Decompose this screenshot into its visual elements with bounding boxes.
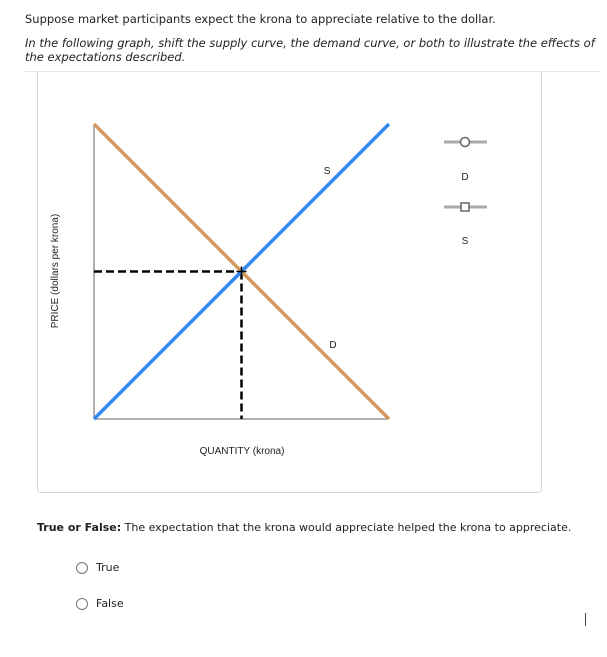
circle-marker-icon: [461, 138, 470, 147]
demand-curve-label: D: [329, 340, 337, 352]
square-marker-icon: [461, 203, 469, 211]
legend-demand-tool[interactable]: [444, 138, 487, 184]
option-false[interactable]: [76, 597, 124, 610]
question-intro: Suppose market participants expect the krona to appreciate relative to the dollar.: [25, 12, 496, 26]
legend-supply-tool[interactable]: [444, 203, 487, 247]
radio-button[interactable]: [76, 598, 88, 610]
option-label: False: [96, 597, 124, 610]
legend-label-s: S: [461, 236, 469, 247]
x-axis-label: QUANTITY (krona): [199, 446, 285, 457]
option-true[interactable]: [76, 561, 119, 574]
radio-button[interactable]: [76, 562, 88, 574]
option-label: True: [96, 561, 120, 574]
text-cursor: [585, 613, 586, 626]
legend-label-d: D: [461, 172, 469, 183]
supply-curve-label: S: [323, 166, 331, 178]
y-axis-label: PRICE (dollars per krona): [50, 213, 61, 329]
tf-prefix: True or False:: [37, 521, 122, 534]
true-false-question: [37, 521, 571, 534]
question-instruction: In the following graph, shift the supply curve, the demand curve, or both to illustrate the effects of the expectations described.: [25, 36, 595, 64]
tf-text: The expectation that the krona would appreciate helped the krona to appreciate.: [121, 521, 572, 534]
